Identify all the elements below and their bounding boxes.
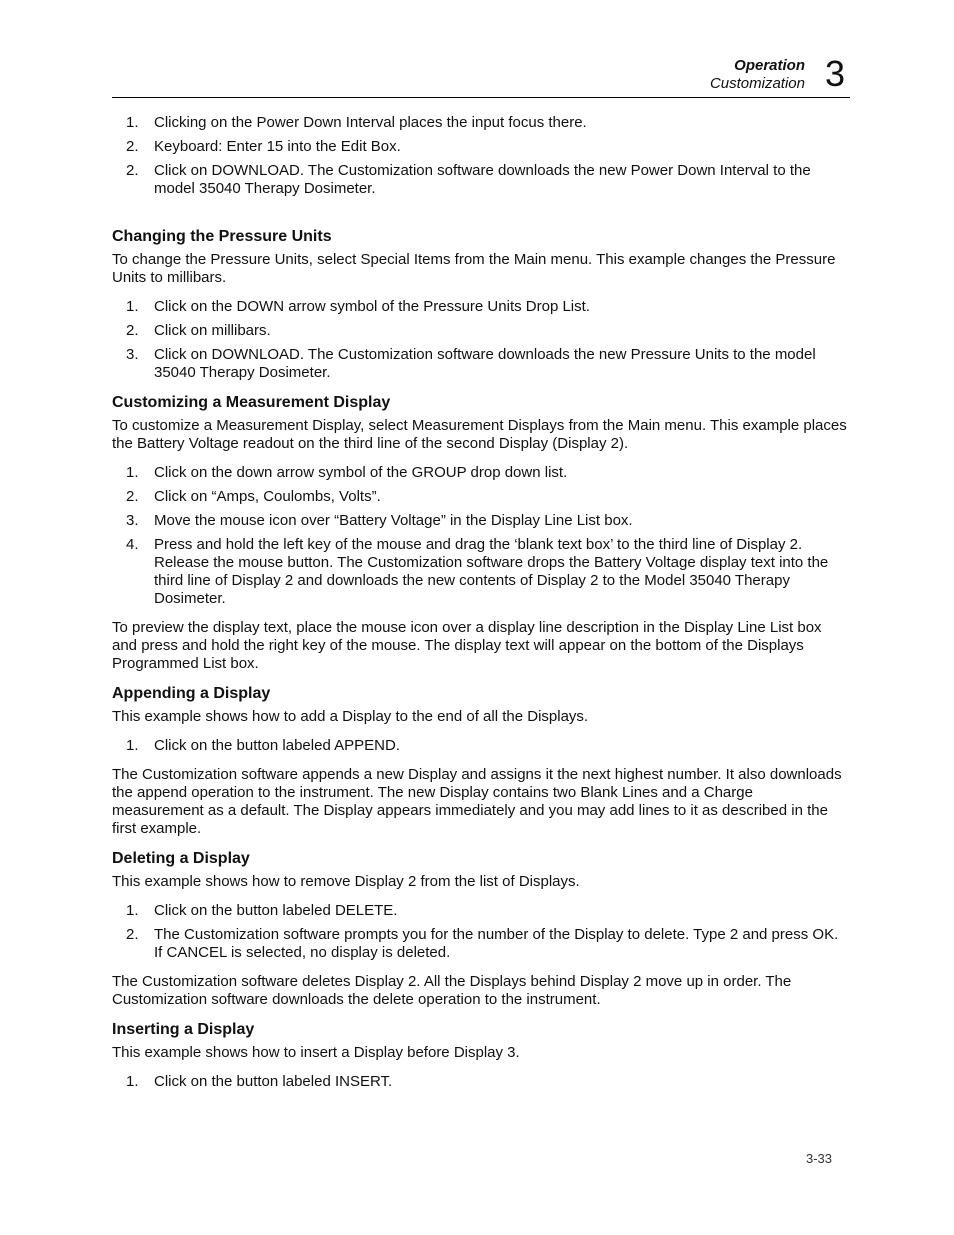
page-number: 3-33 — [805, 1151, 832, 1166]
steps-list — [112, 298, 847, 382]
list-item — [112, 902, 847, 920]
step-text: Click on the button labeled INSERT. — [154, 1073, 393, 1090]
header-section-title: Operation — [734, 57, 805, 74]
steps-list — [112, 464, 847, 608]
step-number: 2. — [126, 488, 139, 505]
step-text: Click on the button labeled DELETE. — [154, 902, 398, 919]
list-item — [112, 322, 847, 340]
section-intro: This example shows how to insert a Display before Display 3. — [112, 1044, 520, 1061]
step-number: 2. — [126, 926, 139, 943]
step-number: 1. — [126, 737, 139, 754]
chapter-number: 3 — [824, 53, 845, 94]
step-number: 1. — [126, 464, 139, 481]
step-text: Click on “Amps, Coulombs, Volts”. — [154, 488, 381, 505]
step-text: The Customization software prompts you for the number of the Display to delete. Type 2 and press OK. If CANCEL is selected, no display is deleted. — [154, 926, 839, 961]
step-number: 1. — [126, 1073, 139, 1090]
step-text: Click on the DOWN arrow symbol of the Pressure Units Drop List. — [154, 298, 590, 315]
step-number: 3. — [126, 346, 139, 363]
step-text: Click on millibars. — [154, 322, 271, 339]
section-heading-appending-display: Appending a Display — [112, 685, 271, 702]
step-number: 2. — [126, 322, 139, 339]
intro-steps-list — [112, 114, 847, 198]
list-item — [112, 464, 847, 482]
step-number: 3. — [126, 512, 139, 529]
page-content — [112, 114, 847, 1102]
step-text: Move the mouse icon over “Battery Voltage” in the Display Line List box. — [154, 512, 633, 529]
step-text: Click on the button labeled APPEND. — [154, 737, 400, 754]
step-number: 4. — [126, 536, 139, 553]
steps-list — [112, 1073, 847, 1091]
steps-list — [112, 737, 847, 755]
section-note: The Customization software appends a new Display and assigns it the next highest number. It also downloads the append operation to the instrument. The new Display contains two Blank Lines and a Charge measurement as a default. The Display appears immediately and you may add lines to it as described in the first example. — [112, 766, 842, 837]
list-item — [112, 1073, 847, 1091]
page-header — [112, 52, 850, 98]
section-intro: This example shows how to remove Display 2 from the list of Displays. — [112, 873, 580, 890]
step-text: Click on the down arrow symbol of the GROUP drop down list. — [154, 464, 568, 481]
step-text: Click on DOWNLOAD. The Customization software downloads the new Power Down Interval to the model 35040 Therapy Dosimeter. — [154, 162, 811, 197]
list-item — [112, 298, 847, 316]
section-note: The Customization software deletes Display 2. All the Displays behind Display 2 move up in order. The Customization software downloads the delete operation to the instrument. — [112, 973, 792, 1008]
step-text: Clicking on the Power Down Interval places the input focus there. — [154, 114, 587, 131]
section-intro: To change the Pressure Units, select Special Items from the Main menu. This example changes the Pressure Units to millibars. — [112, 251, 836, 286]
list-item — [112, 737, 847, 755]
section-note: To preview the display text, place the mouse icon over a display line description in the Display Line List box and press and hold the right key of the mouse. The display text will appear on the bottom of the Displays Programmed List box. — [112, 619, 822, 672]
section-intro: To customize a Measurement Display, select Measurement Displays from the Main menu. This example places the Battery Voltage readout on the third line of the second Display (Display 2). — [112, 417, 847, 452]
step-number: 1. — [126, 902, 139, 919]
step-text: Click on DOWNLOAD. The Customization software downloads the new Pressure Units to the model 35040 Therapy Dosimeter. — [154, 346, 816, 381]
steps-list — [112, 902, 847, 962]
list-item — [112, 512, 847, 530]
list-item — [112, 536, 847, 608]
list-item — [112, 162, 847, 198]
step-text: Keyboard: Enter 15 into the Edit Box. — [154, 138, 401, 155]
section-heading-inserting-display: Inserting a Display — [112, 1021, 255, 1038]
step-number: 2. — [126, 162, 139, 179]
section-heading-measurement-display: Customizing a Measurement Display — [112, 394, 391, 411]
header-subsection-title: Customization — [709, 75, 805, 92]
list-item — [112, 926, 847, 962]
section-heading-pressure-units: Changing the Pressure Units — [112, 228, 332, 245]
step-number: 1. — [126, 114, 139, 131]
list-item — [112, 488, 847, 506]
list-item — [112, 114, 847, 132]
step-text: Press and hold the left key of the mouse and drag the ‘blank text box’ to the third line of Display 2. Release the mouse button. The Customization software drops the Battery Voltage display text into the third line of Display 2 and downloads the new contents of Display 2 to the Model 35040 Therapy Dosimeter. — [154, 536, 829, 607]
list-item — [112, 346, 847, 382]
step-number: 1. — [126, 298, 139, 315]
section-heading-deleting-display: Deleting a Display — [112, 850, 250, 867]
step-number: 2. — [126, 138, 139, 155]
list-item — [112, 138, 847, 156]
section-intro: This example shows how to add a Display to the end of all the Displays. — [112, 708, 589, 725]
header-titles — [710, 57, 805, 93]
